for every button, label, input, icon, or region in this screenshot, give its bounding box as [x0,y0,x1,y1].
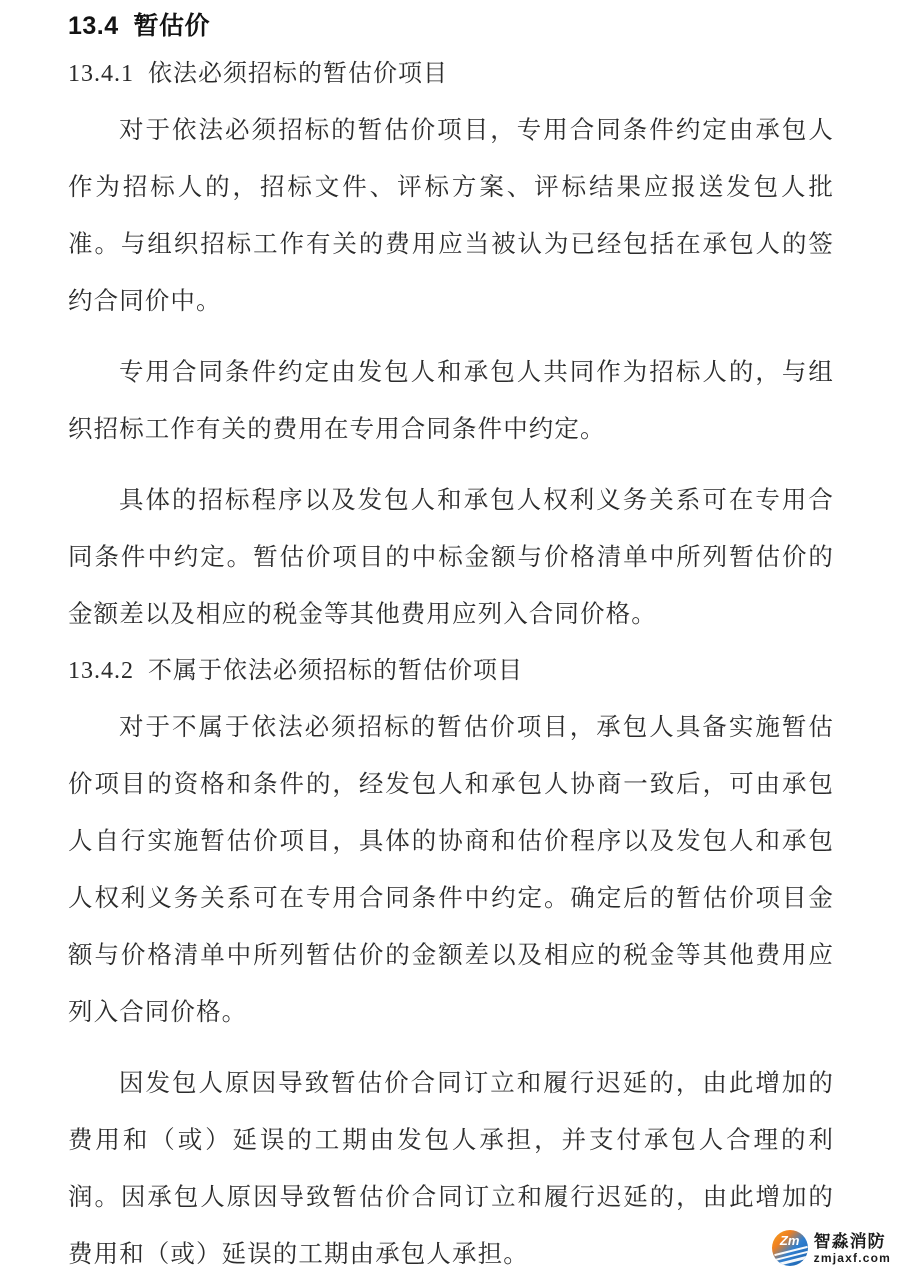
paragraph: 对于依法必须招标的暂估价项目，专用合同条件约定由承包人作为招标人的，招标文件、评标方案、评标结果应报送发包人批准。与组织招标工作有关的费用应当被认为已经包括在承包人的签约合同价中。 [68,117,834,315]
paragraph: 对于不属于依法必须招标的暂估价项目，承包人具备实施暂估价项目的资格和条件的，经发包人和承包人协商一致后，可由承包人自行实施暂估价项目，具体的协商和估价程序以及发包人和承包人权利义务关系可在专用合同条件中约定。确定后的暂估价项目金额与价格清单中所列暂估价的金额差以及相应的税金等其他费用应列入合同价格。 [68,714,834,1026]
paragraph-spacer [68,458,834,472]
watermark-url: zmjaxf.com [813,1250,891,1265]
section-heading-13-4-2: 13.4.2 不属于依法必须招标的暂估价项目 [68,658,523,684]
logo-badge-text: Zm [779,1233,800,1248]
watermark-text [814,1233,891,1264]
paragraph: 具体的招标程序以及发包人和承包人权利义务关系可在专用合同条件中约定。暂估价项目的中标金额与价格清单中所列暂估价的金额差以及相应的税金等其他费用应列入合同价格。 [68,487,834,628]
watermark-brand-name: 智淼消防 [813,1231,886,1251]
paragraph: 专用合同条件约定由发包人和承包人共同作为招标人的，与组织招标工作有关的费用在专用合同条件中约定。 [68,359,834,443]
paragraph: 因发包人原因导致暂估价合同订立和履行迟延的，由此增加的费用和（或）延误的工期由发包人承担，并支付承包人合理的利润。因承包人原因导致暂估价合同订立和履行迟延的，由此增加的费用和（或）延误的工期由承包人承担。 [68,1070,834,1268]
document-content [68,0,834,1274]
section-heading-13-4-1: 13.4.1 依法必须招标的暂估价项目 [68,61,448,87]
page-title: 13.4 暂估价 [68,12,211,40]
zmjaxf-logo-icon [772,1230,808,1266]
site-watermark [772,1230,891,1266]
paragraph-spacer [68,1041,834,1055]
paragraph-spacer [68,330,834,344]
